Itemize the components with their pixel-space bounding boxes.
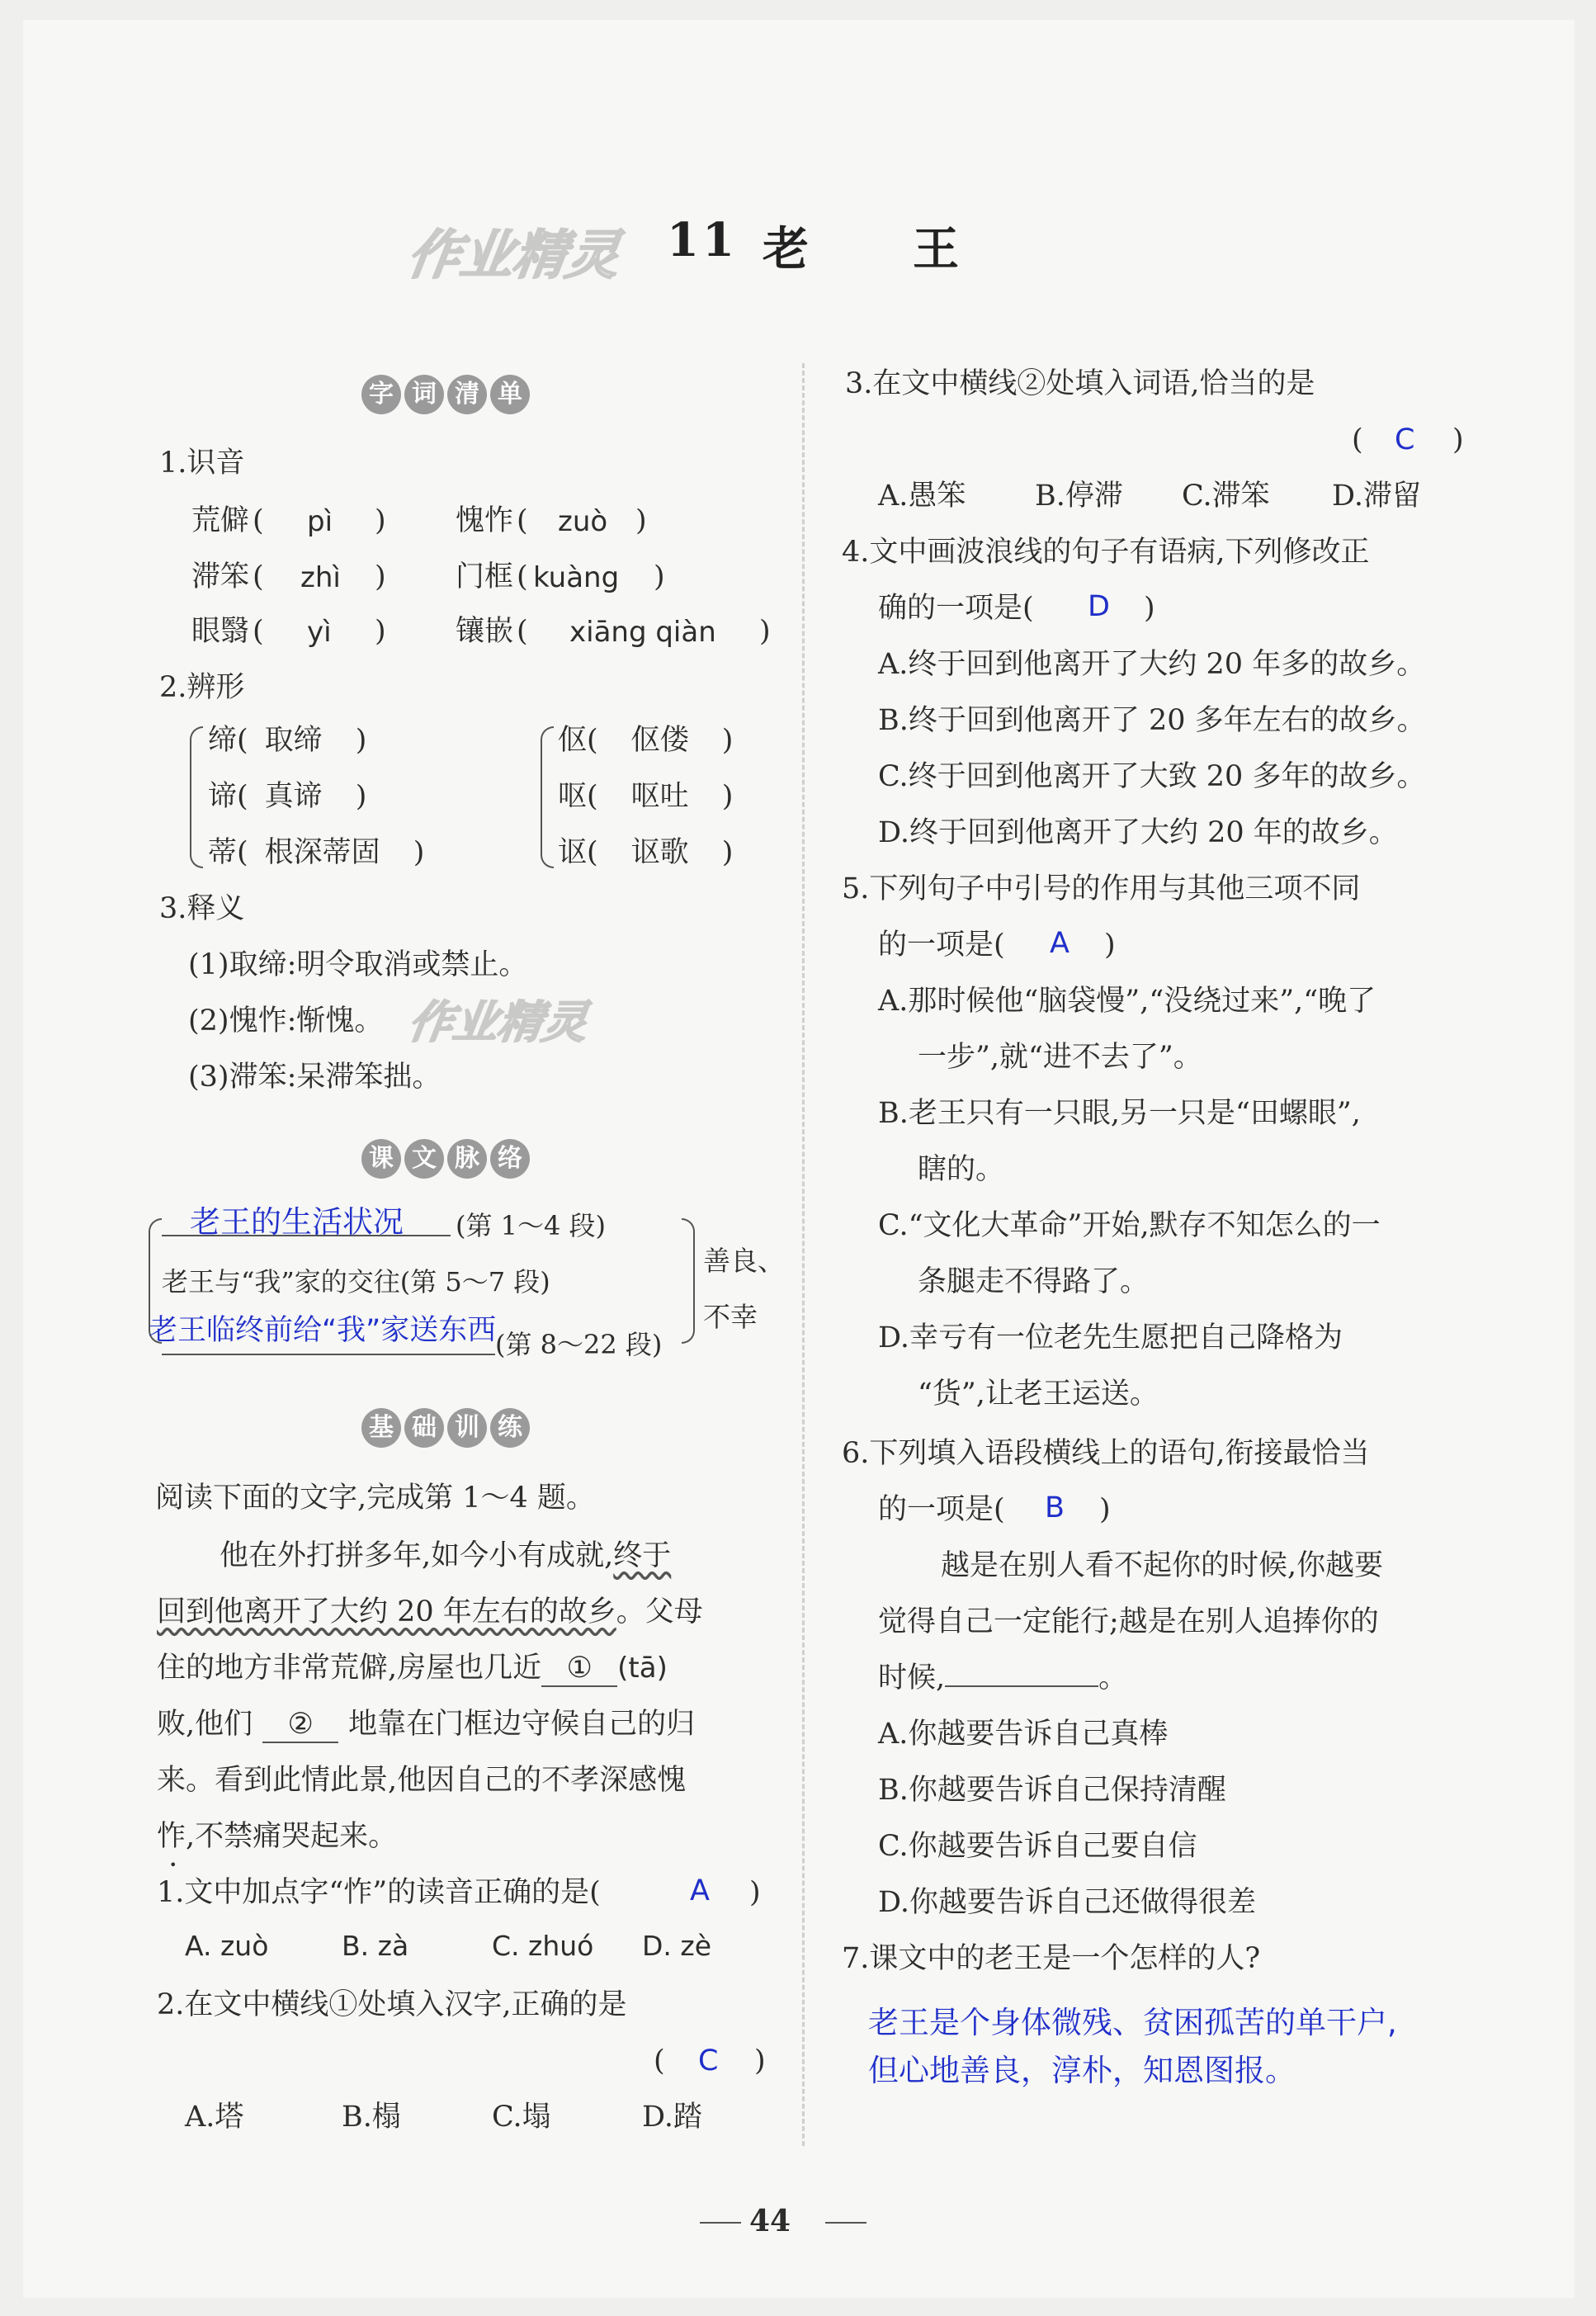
- section-header-outline: [361, 1139, 530, 1179]
- paren: ): [759, 615, 771, 648]
- option: A.你越要告诉自己真棒: [878, 1718, 1169, 1751]
- paren: ): [1144, 592, 1155, 625]
- left-brace: [190, 726, 203, 868]
- paren: (: [1352, 423, 1363, 456]
- option: C.滞笨: [1182, 480, 1270, 513]
- section-char: 训: [447, 1408, 487, 1448]
- q2-stem: 2.在文中横线①处填入汉字,正确的是: [157, 1988, 627, 2021]
- outline-right-brace: [682, 1218, 695, 1344]
- passage-line: 住的地方非常荒僻,房屋也几近 ① (tā): [157, 1651, 668, 1687]
- lesson-title-char-1: 老: [763, 222, 812, 277]
- option: D.踏: [642, 2101, 702, 2134]
- q1-stem: 1.文中加点字“怍”的读音正确的是(: [157, 1876, 601, 1909]
- handwritten-answer: 老王临终前给“我”家送东西: [149, 1314, 497, 1347]
- passage-line: 怍,不禁痛哭起来。: [157, 1820, 398, 1853]
- section-char: 础: [404, 1408, 444, 1448]
- word: 荒僻: [191, 504, 250, 537]
- option: 条腿走不得路了。: [918, 1265, 1150, 1298]
- paren: ): [1452, 423, 1464, 456]
- section-char: 词: [404, 375, 444, 414]
- column-divider: [802, 363, 805, 2146]
- option: B.终于回到他离开了 20 多年左右的故乡。: [878, 704, 1426, 737]
- word: 愧怍: [456, 504, 514, 537]
- form-char: 呕( 呕吐 ): [558, 780, 734, 813]
- q5-stem: 5.下列句子中引号的作用与其他三项不同: [842, 872, 1361, 905]
- emphasis-dot: •: [169, 1857, 177, 1873]
- option: C.“文化大革命”开始,默存不知怎么的一: [878, 1209, 1381, 1242]
- form-char: 谛( 真谛 ): [208, 780, 367, 813]
- passage-line: 时候, 。: [878, 1661, 1128, 1694]
- q4-stem: 确的一项是(: [878, 592, 1034, 625]
- paren: ): [375, 615, 386, 648]
- option: 一步”,就“进不去了”。: [918, 1041, 1202, 1074]
- option: C.终于回到他离开了大致 20 多年的故乡。: [878, 760, 1426, 793]
- section-char: 清: [447, 375, 487, 414]
- paren: ): [635, 504, 647, 537]
- s1-title: 1.识音: [159, 447, 245, 480]
- form-char: 缔( 取缔 ): [208, 724, 367, 757]
- paren: (: [253, 560, 264, 593]
- q6-stem: 6.下列填入语段横线上的语句,衔接最恰当: [842, 1437, 1370, 1470]
- option: B.榻: [342, 2101, 401, 2134]
- form-char: 蒂( 根深蒂固 ): [208, 836, 425, 869]
- option: C.塌: [492, 2101, 551, 2134]
- section-char: 单: [490, 375, 530, 414]
- right-brace: [541, 726, 554, 868]
- pinyin: zhì: [300, 561, 341, 594]
- reading-intro: 阅读下面的文字,完成第 1～4 题。: [155, 1482, 595, 1515]
- option: C.你越要告诉自己要自信: [878, 1830, 1197, 1863]
- outline-item: 老王与“我”家的交往(第 5～7 段): [162, 1266, 550, 1297]
- option: B.停滞: [1035, 480, 1123, 513]
- paragraph-range: (第 8～22 段): [495, 1329, 663, 1360]
- form-char: 伛( 伛偻 ): [558, 724, 734, 757]
- definition: (2)愧怍:惭愧。: [188, 1004, 384, 1037]
- option: A.终于回到他离开了大约 20 年多的故乡。: [878, 648, 1426, 681]
- section-header-words: [361, 375, 530, 414]
- paren: (: [517, 560, 528, 593]
- pinyin: zuò: [558, 505, 608, 538]
- section-char: 脉: [447, 1139, 487, 1179]
- option: D. zè: [642, 1930, 712, 1962]
- definition: (3)滞笨:呆滞笨拙。: [188, 1061, 441, 1094]
- definition: (1)取缔:明令取消或禁止。: [188, 948, 528, 981]
- option: B.你越要告诉自己保持清醒: [878, 1774, 1226, 1807]
- q7-stem: 7.课文中的老王是一个怎样的人?: [842, 1942, 1261, 1975]
- paren: (: [517, 615, 528, 648]
- q3-answer: C: [1395, 423, 1415, 456]
- passage-line: 越是在别人看不起你的时候,你越要: [941, 1549, 1384, 1582]
- paragraph-range: (第 1～4 段): [456, 1210, 607, 1241]
- paren: ): [375, 560, 386, 593]
- paren: ): [375, 504, 386, 537]
- footer-rule: [700, 2222, 741, 2224]
- option: D.你越要告诉自己还做得很差: [878, 1886, 1256, 1919]
- option: B.老王只有一只眼,另一只是“田螺眼”,: [878, 1097, 1361, 1130]
- section-char: 练: [490, 1408, 530, 1448]
- paren: (: [517, 504, 528, 537]
- option: D.滞留: [1332, 480, 1421, 513]
- paren: (: [654, 2044, 665, 2077]
- page-number: 44: [749, 2204, 791, 2238]
- section-char: 基: [361, 1408, 401, 1448]
- form-char: 讴( 讴歌 ): [558, 836, 734, 869]
- q6-stem: 的一项是(: [878, 1493, 1005, 1526]
- handwritten-answer: 老王的生活状况: [190, 1204, 404, 1240]
- option: A.塔: [185, 2101, 244, 2134]
- q2-answer: C: [698, 2044, 719, 2077]
- blank-line: [162, 1354, 495, 1355]
- s3-title: 3.释义: [159, 892, 245, 925]
- pinyin: xiāng qiàn: [569, 616, 716, 649]
- footer-rule: [825, 2222, 866, 2224]
- passage-line: 他在外打拼多年,如今小有成就,终于: [220, 1539, 672, 1572]
- word: 门框: [456, 560, 514, 593]
- option: D.终于回到他离开了大约 20 年的故乡。: [878, 816, 1398, 849]
- option: A.那时候他“脑袋慢”,“没绕过来”,“晚了: [878, 985, 1376, 1018]
- word: 镶嵌: [456, 615, 514, 648]
- q5-stem: 的一项是(: [878, 929, 1005, 962]
- word: 滞笨: [191, 560, 250, 593]
- paren: ): [654, 560, 665, 593]
- q3-stem: 3.在文中横线②处填入词语,恰当的是: [845, 367, 1315, 400]
- passage-line: 来。看到此情此景,他因自己的不孝深感愧: [157, 1764, 687, 1797]
- watermark-logo: 作业精灵: [405, 996, 591, 1048]
- passage-line: 觉得自己一定能行;越是在别人追捧你的: [878, 1605, 1379, 1638]
- handwritten-answer: 但心地善良，淳朴，知恩图报。: [868, 2053, 1296, 2088]
- option: 瞎的。: [918, 1153, 1005, 1186]
- s2-title: 2.辨形: [159, 671, 245, 704]
- lesson-title-char-2: 王: [913, 222, 962, 277]
- section-header-training: [361, 1408, 530, 1448]
- section-char: 络: [490, 1139, 530, 1179]
- paren: (: [253, 615, 264, 648]
- section-char: 文: [404, 1139, 444, 1179]
- pinyin: kuàng: [533, 561, 620, 594]
- option: A. zuò: [185, 1930, 269, 1962]
- q4-answer: D: [1088, 590, 1110, 623]
- theme-label: 善良、: [703, 1245, 785, 1277]
- option: A.愚笨: [878, 480, 966, 513]
- section-char: 字: [361, 375, 401, 414]
- word: 眼翳: [191, 615, 250, 648]
- q1-answer: A: [690, 1874, 710, 1907]
- pinyin: pì: [307, 505, 333, 538]
- paren: (: [253, 504, 264, 537]
- q5-answer: A: [1050, 927, 1070, 960]
- option: “货”,让老王运送。: [918, 1378, 1159, 1411]
- q4-stem: 4.文中画波浪线的句子有语病,下列修改正: [842, 536, 1370, 569]
- handwritten-answer: 老王是个身体微残、贫困孤苦的单干户,: [868, 2005, 1397, 2040]
- lesson-number: 11: [667, 213, 738, 267]
- option: B. zà: [342, 1930, 409, 1962]
- watermark-logo: 作业精灵: [403, 225, 624, 286]
- pinyin: yì: [307, 616, 332, 649]
- theme-label: 不幸: [703, 1301, 758, 1333]
- paren: ): [749, 1876, 761, 1909]
- paren: ): [754, 2044, 766, 2077]
- section-char: 课: [361, 1139, 401, 1179]
- passage-line: 败,他们 ② 地靠在门框边守候自己的归: [157, 1707, 695, 1743]
- paren: ): [1104, 929, 1116, 962]
- q6-answer: B: [1045, 1491, 1065, 1524]
- passage-line: 回到他离开了大约 20 年左右的故乡。父母: [157, 1595, 703, 1628]
- option: D.幸亏有一位老先生愿把自己降格为: [878, 1321, 1343, 1354]
- option: C. zhuó: [492, 1930, 594, 1962]
- paren: ): [1099, 1493, 1111, 1526]
